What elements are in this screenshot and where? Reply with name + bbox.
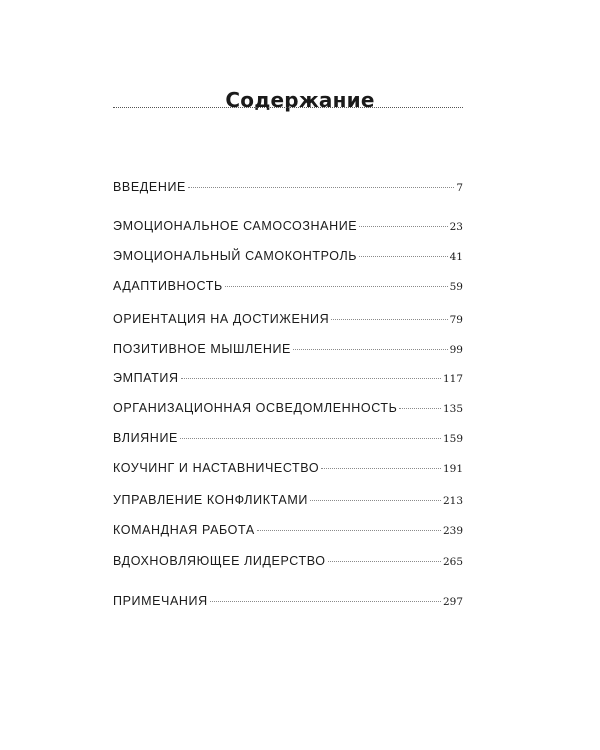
toc-entry	[113, 594, 463, 612]
toc-entry-label: ВЛИЯНИЕ	[113, 431, 178, 445]
toc-entry-label: ВВЕДЕНИЕ	[113, 180, 186, 194]
toc-entry-label: ЭМОЦИОНАЛЬНЫЙ САМОКОНТРОЛЬ	[113, 249, 358, 263]
toc-entry	[113, 249, 463, 267]
toc-dot-leader	[225, 286, 448, 287]
toc-entry	[113, 493, 463, 511]
toc-dot-leader	[328, 561, 441, 562]
toc-entry-page: 7	[456, 182, 463, 194]
toc-dot-leader	[181, 378, 441, 379]
toc-dot-leader	[310, 500, 441, 501]
toc-entry-label: ПРИМЕЧАНИЯ	[113, 594, 208, 608]
toc-entry-page: 191	[442, 463, 463, 475]
toc-entry	[113, 523, 463, 541]
page-title: Содержание	[225, 88, 375, 113]
toc-entry	[113, 312, 463, 330]
toc-entry	[113, 554, 463, 572]
toc-entry	[113, 461, 463, 479]
toc-entry-label: КОУЧИНГ И НАСТАВНИЧЕСТВО	[113, 461, 320, 475]
toc-entry-page: 159	[442, 433, 463, 445]
toc-entry-label: УПРАВЛЕНИЕ КОНФЛИКТАМИ	[113, 493, 308, 507]
toc-entry-label: АДАПТИВНОСТЬ	[113, 279, 223, 293]
toc-entry-page: 265	[442, 556, 463, 568]
toc-entry-page: 23	[449, 221, 463, 233]
toc-dot-leader	[188, 187, 454, 188]
toc-entry-label: ОРИЕНТАЦИЯ НА ДОСТИЖЕНИЯ	[113, 312, 330, 326]
toc-entry-page: 59	[449, 281, 463, 293]
toc-dot-leader	[399, 408, 440, 409]
toc-entry	[113, 431, 463, 449]
toc-entry	[113, 180, 463, 198]
toc-entry-page: 79	[449, 314, 463, 326]
toc-dot-leader	[257, 530, 441, 531]
toc-entry-page: 297	[442, 596, 463, 608]
toc-entry-page: 213	[442, 495, 463, 507]
toc-dot-leader	[331, 319, 447, 320]
toc-dot-leader	[180, 438, 441, 439]
toc-entry	[113, 401, 463, 419]
toc-entry	[113, 371, 463, 389]
toc-entry-label: ВДОХНОВЛЯЮЩЕЕ ЛИДЕРСТВО	[113, 554, 326, 568]
toc-entry-label: ОРГАНИЗАЦИОННАЯ ОСВЕДОМЛЕННОСТЬ	[113, 401, 398, 415]
toc-entry	[113, 219, 463, 237]
toc-dot-leader	[359, 226, 447, 227]
toc-entry	[113, 279, 463, 297]
toc-entry-label: ПОЗИТИВНОЕ МЫШЛЕНИЕ	[113, 342, 291, 356]
toc-dot-leader	[359, 256, 448, 257]
toc-entry-label: ЭМОЦИОНАЛЬНОЕ САМОСОЗНАНИЕ	[113, 219, 358, 233]
toc-entry-label: КОМАНДНАЯ РАБОТА	[113, 523, 255, 537]
toc-entry-page: 117	[442, 373, 463, 385]
toc-entry-page: 135	[442, 403, 463, 415]
toc-entry-page: 99	[449, 344, 463, 356]
toc-entry-label: ЭМПАТИЯ	[113, 371, 179, 385]
toc-entry-page: 239	[442, 525, 463, 537]
toc-dot-leader	[321, 468, 441, 469]
toc-dot-leader	[293, 349, 448, 350]
toc-entry-page: 41	[449, 251, 463, 263]
toc-dot-leader	[210, 601, 441, 602]
table-of-contents	[113, 0, 463, 750]
toc-entry	[113, 342, 463, 360]
